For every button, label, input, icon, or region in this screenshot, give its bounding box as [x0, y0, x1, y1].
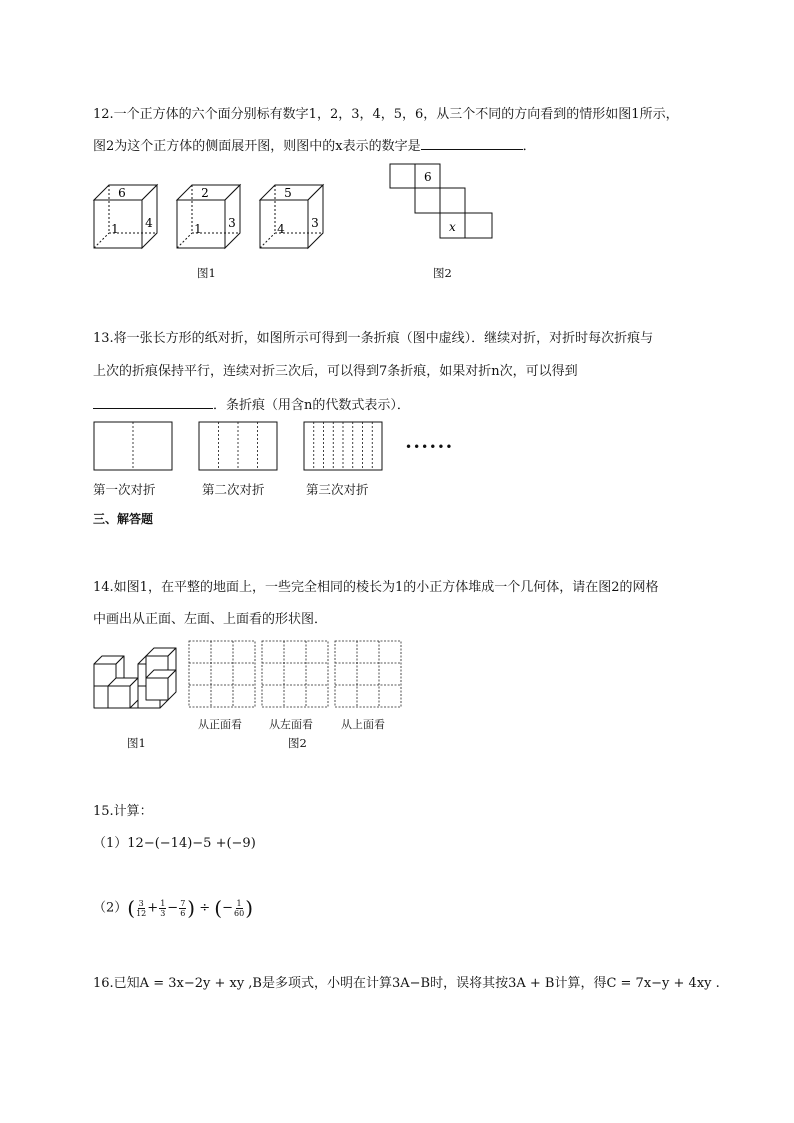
cube-top-label: 2: [201, 186, 209, 200]
paren-close-2: ): [245, 896, 253, 920]
op-plus: +: [147, 900, 159, 916]
cube-front-label: 1: [194, 222, 202, 236]
q13-line1: 13.将一张长方形的纸对折，如图所示可得到一条折痕（图中虚线）．继续对折，对折时每次折痕与: [93, 331, 654, 346]
q12-line1: 12.一个正方体的六个面分别标有数字1，2，3，4，5，6，从三个不同的方向看到的情形如图1所示，: [93, 107, 679, 122]
paren-open-2: (: [214, 896, 223, 920]
cube-side-label: 3: [228, 216, 236, 230]
q12-line2-end: ．: [522, 139, 536, 154]
q13-line3-text: ．条折痕（用含n的代数式表示）．: [213, 398, 410, 413]
cube-1: [94, 185, 157, 248]
answer-grid-1[interactable]: [189, 641, 255, 707]
q15-part1: （1）12−(−14)−5 +(−9): [93, 836, 256, 851]
op-divide: ÷: [199, 900, 211, 916]
q15-title: 15.计算：: [93, 804, 153, 819]
frac-1-60: $\frac{1}{60}$: [234, 898, 245, 918]
stack-cube: [146, 670, 176, 700]
q13-caption-3: 第三次对折: [306, 482, 369, 497]
op-minus: −: [167, 900, 179, 916]
q14-line2: 中画出从正面、左面、上面看的形状图．: [93, 612, 328, 627]
cube-top-label: 5: [284, 186, 292, 200]
cube-3: [260, 185, 323, 248]
q16-line1: 16.已知A = 3x−2y + xy ,B是多项式，小明在计算3A−B时，误将其按3A + B计算，得C = 7x−y + 4xy .: [93, 976, 720, 991]
q15-part2: [93, 896, 253, 921]
q12-figure1: [88, 180, 348, 255]
frac-7-6: $\frac{7}{6}$: [180, 898, 186, 918]
q13-caption-2: 第二次对折: [202, 482, 265, 497]
q12-answer-blank[interactable]: [421, 137, 523, 150]
cube-side-label: 4: [145, 216, 153, 230]
q14-grid-caption-left: 从左面看: [269, 718, 313, 731]
frac-3-12: $\frac{3}{12}$: [136, 898, 147, 918]
q14-line1: 14.如图1，在平整的地面上，一些完全相同的棱长为1的小正方体堆成一个几何体，请在图2的网格: [93, 580, 659, 595]
q12-line2-text: 图2为这个正方体的侧面展开图，则图中的x表示的数字是: [93, 139, 421, 154]
cube-side-label: 3: [311, 216, 319, 230]
q14-fig2-caption: 图2: [288, 736, 307, 750]
q12-fig1-caption: 图1: [197, 266, 216, 280]
stack-cube: [108, 678, 138, 708]
net-label-top: 6: [424, 170, 432, 184]
q12-line2: [93, 135, 536, 154]
net-label-x: x: [449, 220, 456, 234]
q12-figure2-net: [388, 162, 498, 244]
section-heading-solve: 三、解答题: [93, 512, 154, 526]
q13-line3: [93, 394, 410, 413]
q13-caption-1: 第一次对折: [93, 482, 156, 497]
cube-front-label: 4: [277, 222, 285, 236]
q15-part2-label: （2）: [93, 900, 128, 916]
cube-2: [177, 185, 240, 248]
q13-answer-blank[interactable]: [93, 396, 213, 409]
q14-fig1-caption: 图1: [127, 736, 146, 750]
q13-ellipsis: ••••••: [405, 440, 454, 454]
op-negative: −: [222, 900, 233, 916]
frac-1-3: $\frac{1}{3}$: [160, 898, 166, 918]
q13-fold-figures: [93, 421, 393, 473]
q13-line2: 上次的折痕保持平行，连续对折三次后，可以得到7条折痕，如果对折n次，可以得到: [93, 364, 578, 379]
answer-grid-2[interactable]: [262, 641, 328, 707]
q14-answer-grids[interactable]: [188, 640, 403, 710]
q14-grid-caption-front: 从正面看: [198, 718, 242, 731]
q14-figure1-stack: [92, 638, 184, 710]
cube-front-label: 1: [111, 222, 119, 236]
q12-fig2-caption: 图2: [433, 266, 452, 280]
answer-grid-3[interactable]: [335, 641, 401, 707]
paren-open: (: [127, 896, 136, 920]
q14-grid-caption-top: 从上面看: [341, 718, 385, 731]
cube-top-label: 6: [118, 186, 126, 200]
paren-close: ): [187, 896, 196, 920]
